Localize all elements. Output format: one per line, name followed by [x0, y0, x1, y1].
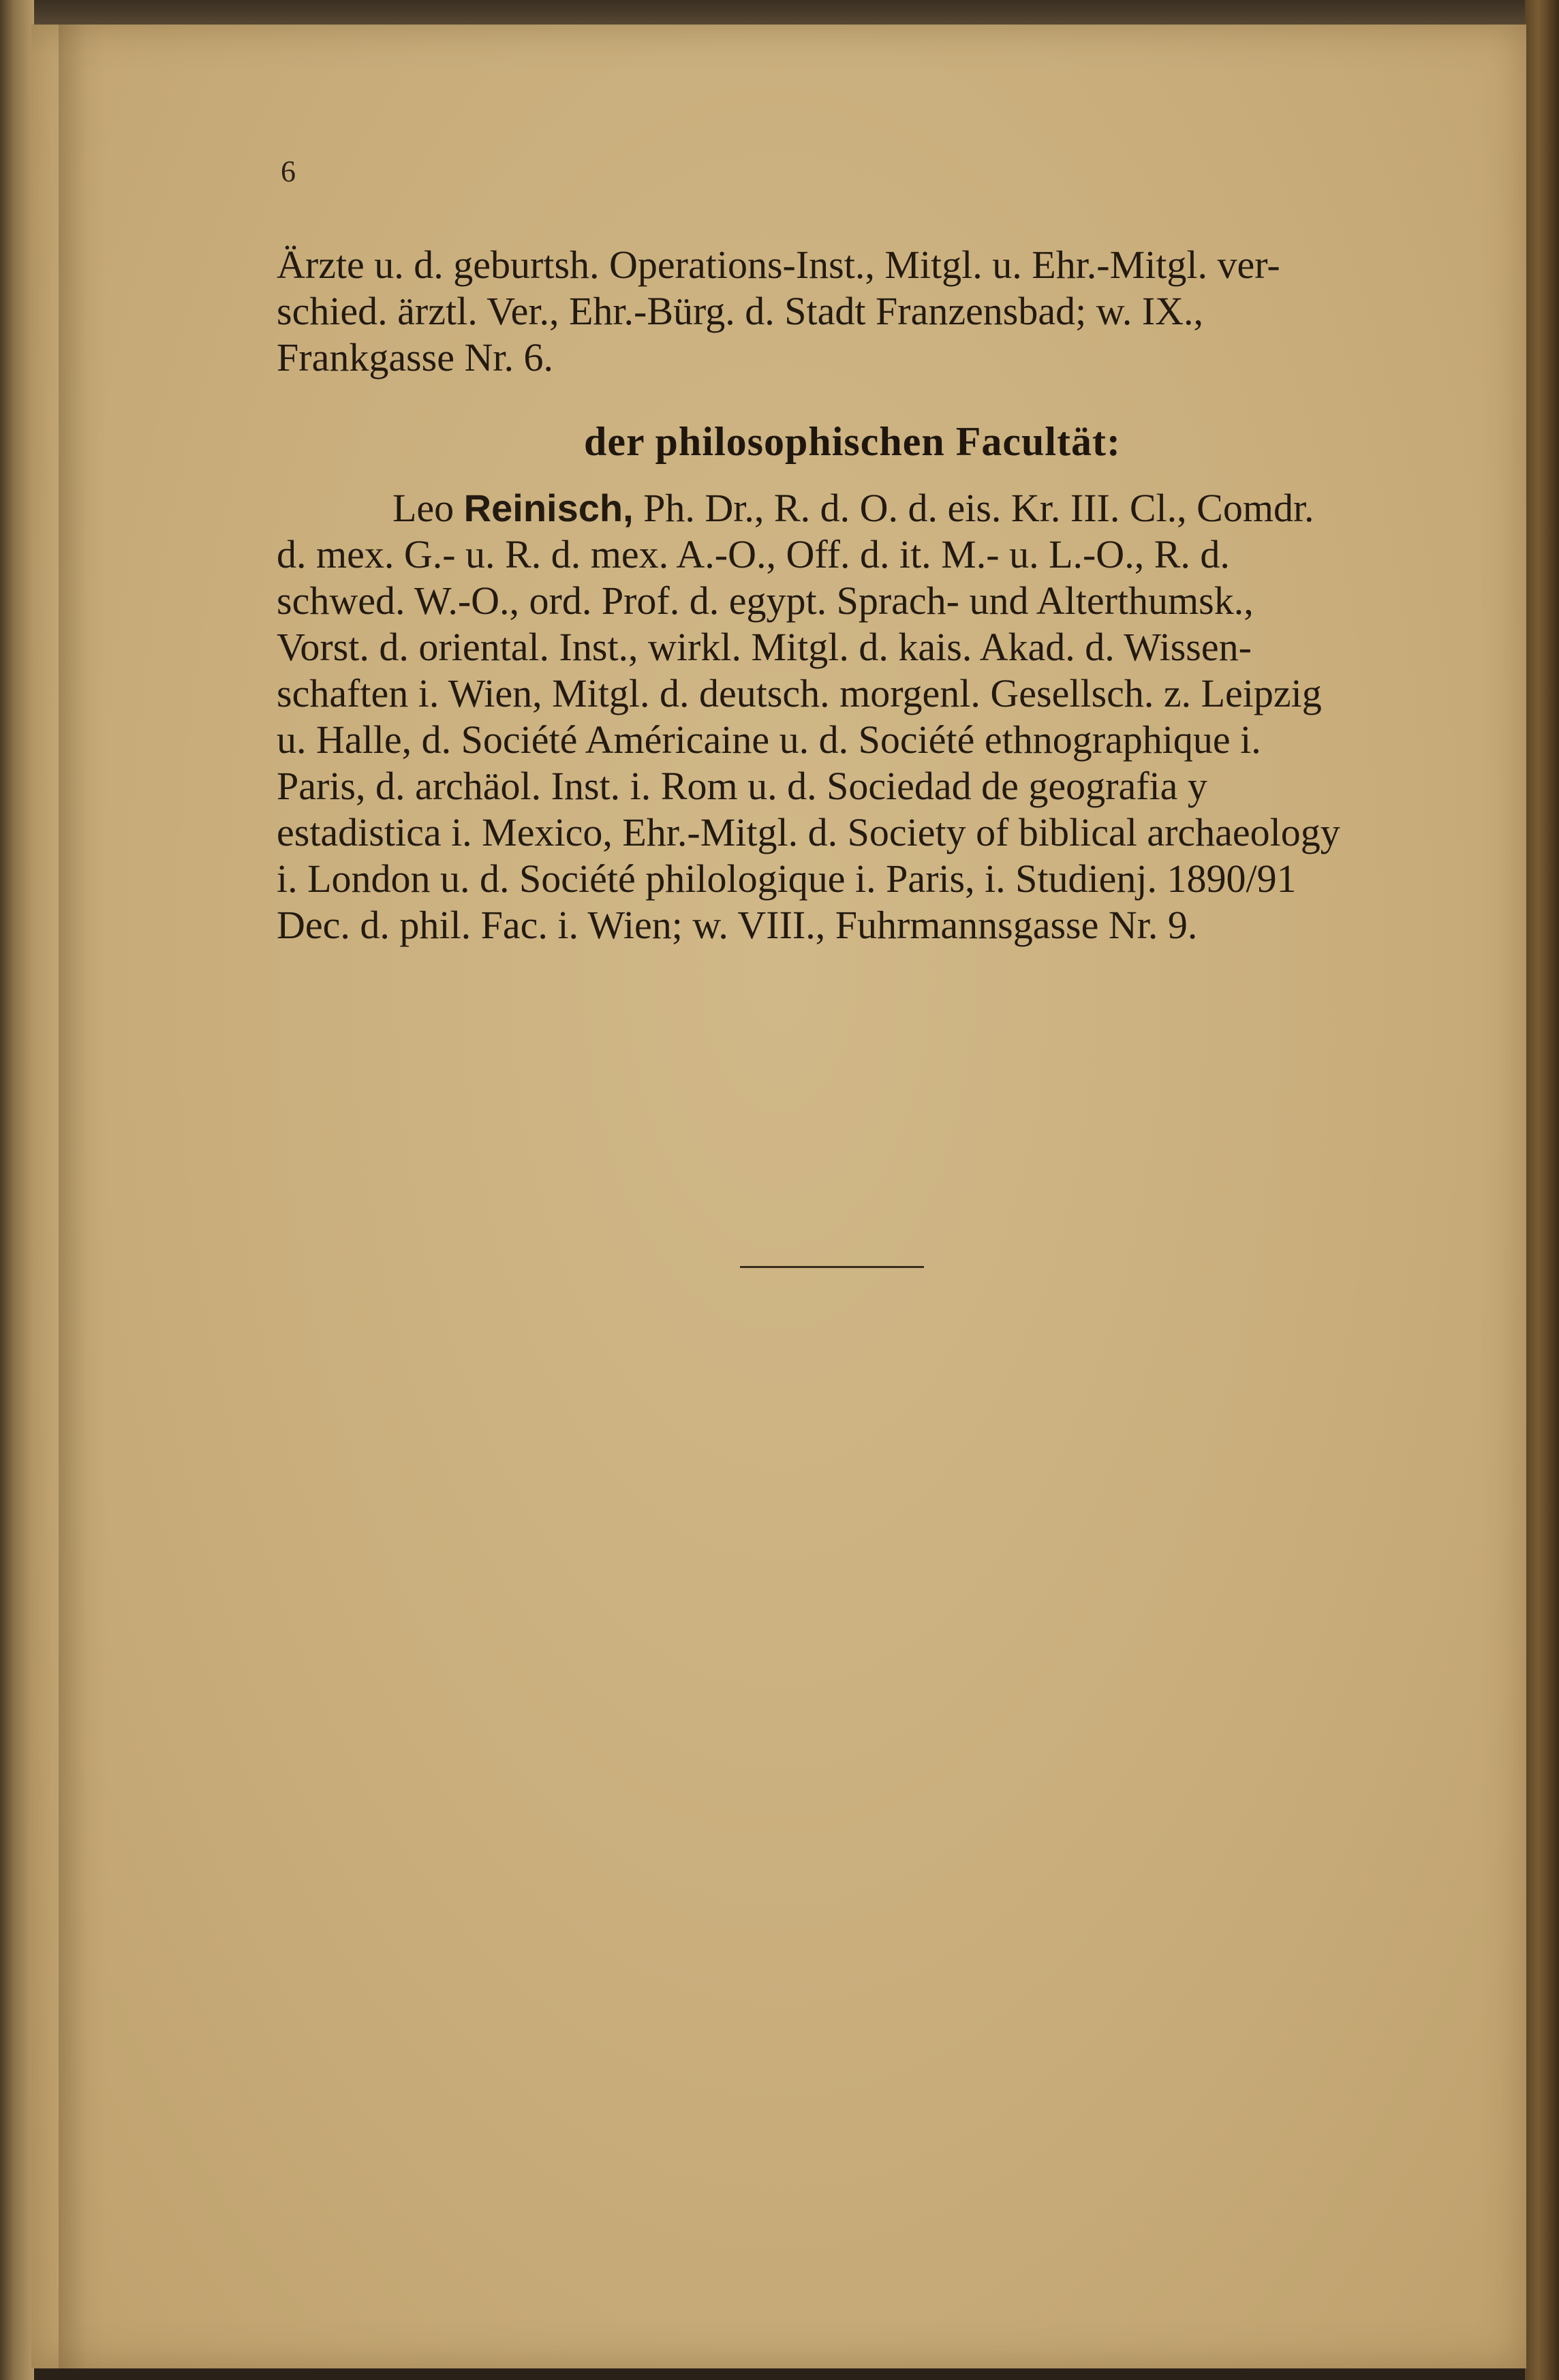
text-line: Ärzte u. d. geburtsh. Operations-Inst., Mitgl. u. Ehr.-Mitgl. ver- — [277, 243, 1280, 287]
text-line: schied. ärztl. Ver., Ehr.-Bürg. d. Stadt Franzensbad; w. IX., — [277, 289, 1204, 333]
entry-first-line — [277, 485, 1428, 531]
section-heading: der philosophischen Facultät: — [584, 419, 1121, 464]
text-line: u. Halle, d. Société Américaine u. d. Société ethnographique i. — [277, 717, 1261, 762]
text-line: Ph. Dr., R. d. O. d. eis. Kr. III. Cl., Comdr. — [633, 486, 1314, 530]
text-line: estadistica i. Mexico, Ehr.-Mitgl. d. Society of biblical archaeology — [277, 810, 1340, 854]
entry-first-name: Leo — [392, 486, 454, 530]
text-line: schaften i. Wien, Mitgl. d. deutsch. morgenl. Gesellsch. z. Leipzig — [277, 671, 1322, 715]
previous-entry-continuation — [277, 242, 1428, 381]
page-number: 6 — [281, 155, 296, 188]
page-edge-right — [1525, 0, 1559, 2380]
text-line: Paris, d. archäol. Inst. i. Rom u. d. Sociedad de geografia y — [277, 764, 1207, 808]
faculty-entry — [277, 485, 1428, 948]
book-spine — [0, 0, 34, 2380]
text-line: Vorst. d. oriental. Inst., wirkl. Mitgl. d. kais. Akad. d. Wissen- — [277, 625, 1252, 669]
section-divider-rule — [740, 1266, 924, 1268]
text-line: Frankgasse Nr. 6. — [277, 335, 553, 380]
text-line: schwed. W.-O., ord. Prof. d. egypt. Sprach- und Alterthumsk., — [277, 578, 1254, 623]
page-fold-shadow — [59, 25, 106, 2368]
text-line: d. mex. G.- u. R. d. mex. A.-O., Off. d. it. M.- u. L.-O., R. d. — [277, 532, 1230, 576]
text-line: i. London u. d. Société philologique i. Paris, i. Studienj. 1890/91 — [277, 856, 1297, 901]
text-line: Dec. d. phil. Fac. i. Wien; w. VIII., Fuhrmannsgasse Nr. 9. — [277, 903, 1198, 947]
entry-surname: Reinisch, — [463, 486, 634, 529]
